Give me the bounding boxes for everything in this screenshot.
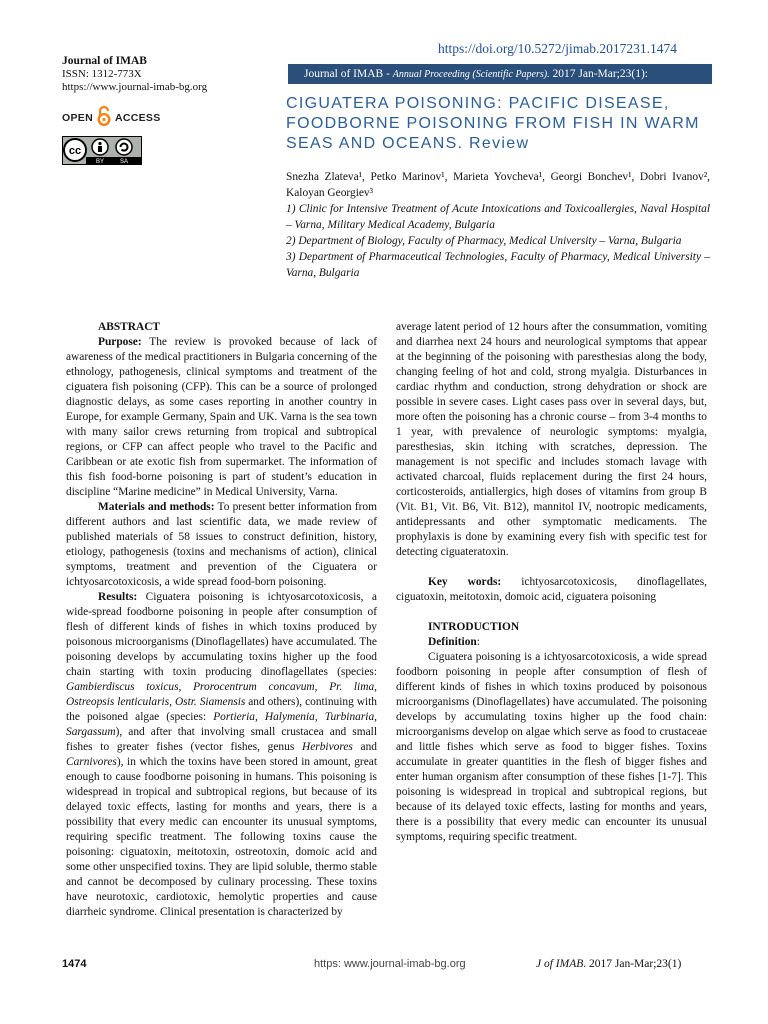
open-access-right-text: ACCESS xyxy=(114,111,161,124)
banner-issue: 2017 Jan-Mar;23(1): xyxy=(552,68,648,80)
cc-text: cc xyxy=(68,145,82,157)
open-lock-icon xyxy=(97,106,111,129)
page-number: 1474 xyxy=(62,958,87,970)
journal-name: Journal of IMAB xyxy=(62,55,147,67)
journal-issn: ISSN: 1312-773X xyxy=(62,68,142,80)
cc-sa-text: SA xyxy=(119,159,129,165)
doi-link[interactable]: https://doi.org/10.5272/jimab.2017231.1474 xyxy=(438,41,678,56)
abstract-methods: Materials and methods: To present better information from different authors and last scientific data, we made review of published materials of 58 issues to construct definition, history, etiology, pathogenesis (toxins and mechanisms of action), clinical symptoms, treatment and prevention of the Ciguatera or ichtyosarcotoxicosis, a wide spread food-born poisoning. xyxy=(66,501,377,588)
column-left xyxy=(66,320,377,920)
abstract-results-continued: average latent period of 12 hours after the consummation, vomiting and diarrhea next 24 hours and neurological symptoms that appear at the beginning of the poisoning with paresthesias along the body, changing feeling of hot and cold, strong myalgia. Disturbances in cardiac rhythm and conduction, strong dehydration or shock are possible in severe cases. Light cases pass over in several days, but, more often the poisoning has a chronic course – from 3-4 months to 1 year, with prevalence of neurologic symptoms: myalgia, paresthesias, skin itching with scratches, depression. The management is not specific and includes stomach lavage with activated charcoal, fluids replacement during the first 24 hours, corticosteroids, antiallergics, high doses of vitamins from group B (Vit. B1, Vit. B6, Vit. B12), mannitol IV, nootropic medicaments, antidepressants and other symptomatic medicaments. The prophylaxis is done by examining every fish with specific test for detecting ciguateratoxin. xyxy=(396,321,707,558)
cc-by-text: BY xyxy=(95,159,105,165)
article-title: CIGUATERA POISONING: PACIFIC DISEASE, FOODBORNE POISONING FROM FISH IN WARM SEAS AND OCEANS. Review xyxy=(286,95,700,152)
introduction-heading: INTRODUCTION xyxy=(428,621,520,633)
affiliation-2: 2) Department of Biology, Faculty of Pharmacy, Medical University – Varna, Bulgaria xyxy=(286,235,682,247)
keywords: Key words: ichtyosarcotoxicosis, dinoflagellates, ciguatoxin, meitotoxin, domoic acid, ciguatera poisoning xyxy=(396,576,708,603)
journal-banner xyxy=(288,64,712,84)
footer-url[interactable]: https: www.journal-imab-bg.org xyxy=(314,958,466,970)
open-access-left-text: OPEN xyxy=(62,111,93,124)
affiliation-3: 3) Department of Pharmaceutical Technologies, Faculty of Pharmacy, Medical University – Varna, Bulgaria xyxy=(286,251,710,279)
introduction-text: Ciguatera poisoning is a ichtyosarcotoxicosis, a wide spread foodborn poisoning in people after consumption of flesh of different kinds of fishes in which toxins produced by poisonous microorganisms (Dinoflagellates) have accumulated. The poisoning develops by accumulating toxins higher up the food chain: microorganisms develop on algae which serve as food to crustaceae and little fishes which serve as food to bigger fishes. Toxins accumulate in greater quantities in the flesh of bigger fishes and enter human organism after consumption of these fishes [1-7]. This poisoning is widespread in tropical and subtropical regions, but because of its delayed toxic effects, lasting for months and years, there is a possibility that every medic can encounter its unusual symptoms, requiring specific treatment. xyxy=(396,651,707,843)
author-list: Snezha Zlateva¹, Petko Marinov¹, Marieta Yovcheva¹, Georgi Bonchev¹, Dobri Ivanov², Kaloyan Georgiev³ xyxy=(286,171,710,199)
definition-subheading: Definition: xyxy=(428,636,480,648)
journal-info xyxy=(62,55,252,94)
banner-journal: Journal of IMAB - xyxy=(304,68,390,80)
footer-citation: J of IMAB. 2017 Jan-Mar;23(1) xyxy=(536,958,682,970)
author-block xyxy=(286,169,710,281)
banner-subtitle: Annual Proceeding (Scientific Papers). xyxy=(392,69,550,80)
abstract-heading: ABSTRACT xyxy=(98,321,161,333)
cc-by-sa-badge xyxy=(62,136,142,170)
journal-url[interactable]: https://www.journal-imab-bg.org xyxy=(62,81,208,93)
open-access-logo xyxy=(62,106,161,129)
affiliation-1: 1) Clinic for Intensive Treatment of Acute Intoxications and Toxicoallergies, Naval Hospital – Varna, Military Medical Academy, Bulgaria xyxy=(286,203,710,231)
abstract-results: Results: Ciguatera poisoning is ichtyosarcotoxicosis, a wide-spread foodborne poisoning in people after consumption of flesh of different kinds of fishes in which toxins produced by poisonous microorganisms (Dinoflagellates) have accumulated. The poisoning develops by accumulating toxins higher up the food chain starting with toxin producing dinoflagellates (species: Gambierdiscus toxicus, Prorocentrum concavum, Pr. lima, Ostreopsis lenticularis, Ostr. Siamensis and others), continuing with the poisoned algae (species: Portieria, Halymenia, Turbinaria, Sargassum), and after that involving small crustacea and small fishes to greater fishes (vector fishes, genus Herbivores and Carnivores), in which the toxins have been stored in amount, great enough to cause foodborne poisoning in humans. This poisoning is widespread in tropical and subtropical regions, but because of its delayed toxic effects, lasting for months and years, there is a possibility that every medic can encounter its unusual symptoms, requiring specific treatment. The following toxins cause the poisoning: ciguatoxin, meitotoxin, ostreotoxin, domoic acid and some other unspecified toxins. They are lipid soluble, thermo stable and cannot be decomposed by culinary processing. These toxins have neurotoxic, cardiotoxic, hemolytic properties and cause diarrheic syndrome. Clinical presentation is characterized by xyxy=(66,591,378,918)
column-right xyxy=(396,320,707,845)
abstract-purpose: Purpose: The review is provoked because of lack of awareness of the medical practitioners in Bulgaria concerning of the ethnology, pathogenesis, clinical symptoms and treatment of the ciguatera fish poisoning (CFP). This can be a source of prolonged diagnostic delays, as some cases reporting in another country in Europe, for example Germany, Spain and UK. Varna is the sea town with many sailor crews returning from tropical and subtropical regions, or CFP can affect people who travel to the Pacific and Caribbean or ate exotic fish from supermarket. The information of this fish food-borne poisoning is part of student’s education in discipline “Marine medicine” in Medical University, Varna. xyxy=(66,336,377,498)
